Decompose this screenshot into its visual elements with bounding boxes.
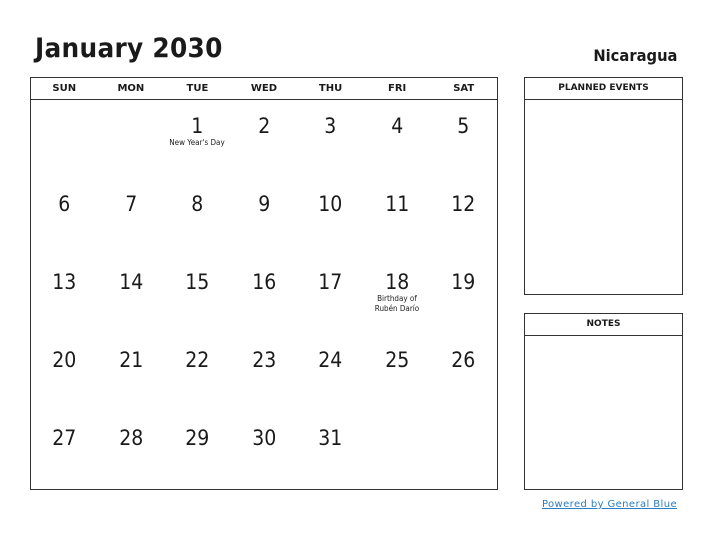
day-number: 20 bbox=[52, 348, 77, 372]
day-number: 25 bbox=[385, 348, 410, 372]
day-cell-8 bbox=[164, 178, 231, 256]
day-cell-12 bbox=[430, 178, 497, 256]
day-cell-9 bbox=[231, 178, 298, 256]
day-number: 23 bbox=[251, 348, 277, 372]
day-number: 2 bbox=[257, 114, 271, 138]
weekday-wed: WED bbox=[250, 83, 278, 94]
day-number: 29 bbox=[185, 426, 210, 450]
day-cell-19 bbox=[430, 256, 497, 334]
calendar-days bbox=[31, 100, 497, 490]
day-number: 1 bbox=[191, 114, 204, 138]
day-number: 26 bbox=[451, 348, 476, 372]
notes-panel bbox=[524, 313, 683, 490]
day-cell-5 bbox=[430, 100, 497, 178]
day-cell-31 bbox=[297, 412, 364, 490]
day-cell-27 bbox=[31, 412, 98, 490]
day-number: 9 bbox=[257, 192, 271, 216]
day-cell-21 bbox=[98, 334, 165, 412]
day-number: 31 bbox=[318, 426, 343, 450]
day-cell-18 bbox=[364, 256, 431, 334]
day-number: 11 bbox=[385, 192, 410, 216]
day-cell-25 bbox=[364, 334, 431, 412]
day-number: 8 bbox=[191, 192, 204, 216]
weekday-fri: FRI bbox=[388, 83, 407, 94]
weekday-header-row bbox=[31, 78, 497, 100]
empty-day-cell bbox=[98, 100, 165, 178]
day-number: 27 bbox=[52, 426, 77, 450]
day-cell-16 bbox=[231, 256, 298, 334]
day-cell-3 bbox=[297, 100, 364, 178]
day-number: 17 bbox=[318, 270, 343, 294]
day-cell-1 bbox=[164, 100, 231, 178]
empty-day-cell bbox=[430, 412, 497, 490]
day-cell-30 bbox=[231, 412, 298, 490]
day-number: 14 bbox=[118, 270, 143, 294]
day-cell-20 bbox=[31, 334, 98, 412]
day-cell-2 bbox=[231, 100, 298, 178]
weekday-sun: SUN bbox=[52, 83, 77, 94]
day-cell-10 bbox=[297, 178, 364, 256]
day-number: 30 bbox=[251, 426, 277, 450]
day-cell-23 bbox=[231, 334, 298, 412]
day-number: 19 bbox=[451, 270, 476, 294]
day-cell-28 bbox=[98, 412, 165, 490]
day-number: 10 bbox=[318, 192, 343, 216]
holiday-label: New Year's Day bbox=[169, 138, 226, 147]
weekday-mon: MON bbox=[117, 83, 145, 94]
day-number: 4 bbox=[391, 114, 404, 138]
day-cell-11 bbox=[364, 178, 431, 256]
weekday-thu: THU bbox=[318, 83, 343, 94]
planned-events-panel bbox=[524, 77, 683, 295]
day-cell-15 bbox=[164, 256, 231, 334]
day-number: 22 bbox=[185, 348, 210, 372]
day-number: 24 bbox=[318, 348, 343, 372]
day-number: 16 bbox=[251, 270, 277, 294]
day-number: 18 bbox=[385, 270, 410, 294]
day-number: 28 bbox=[118, 426, 143, 450]
day-cell-4 bbox=[364, 100, 431, 178]
day-number: 7 bbox=[124, 192, 137, 216]
day-cell-29 bbox=[164, 412, 231, 490]
day-number: 6 bbox=[58, 192, 71, 216]
notes-heading: NOTES bbox=[525, 314, 682, 336]
powered-by-link[interactable]: Powered by General Blue bbox=[541, 499, 677, 510]
day-number: 13 bbox=[52, 270, 77, 294]
day-number: 3 bbox=[324, 114, 337, 138]
day-number: 12 bbox=[451, 192, 476, 216]
day-number: 21 bbox=[118, 348, 143, 372]
day-cell-22 bbox=[164, 334, 231, 412]
calendar-grid bbox=[30, 77, 498, 490]
weekday-tue: TUE bbox=[186, 83, 209, 94]
day-cell-13 bbox=[31, 256, 98, 334]
day-cell-24 bbox=[297, 334, 364, 412]
day-number: 5 bbox=[457, 114, 470, 138]
country-label: Nicaragua bbox=[592, 46, 677, 65]
day-cell-7 bbox=[98, 178, 165, 256]
day-cell-14 bbox=[98, 256, 165, 334]
empty-day-cell bbox=[31, 100, 98, 178]
empty-day-cell bbox=[364, 412, 431, 490]
day-cell-17 bbox=[297, 256, 364, 334]
day-number: 15 bbox=[185, 270, 210, 294]
weekday-sat: SAT bbox=[453, 83, 475, 94]
page-title: January 2030 bbox=[35, 33, 223, 64]
planned-events-heading: PLANNED EVENTS bbox=[525, 78, 682, 100]
day-cell-26 bbox=[430, 334, 497, 412]
day-cell-6 bbox=[31, 178, 98, 256]
holiday-label: Birthday of Rubén Darío bbox=[374, 294, 420, 313]
